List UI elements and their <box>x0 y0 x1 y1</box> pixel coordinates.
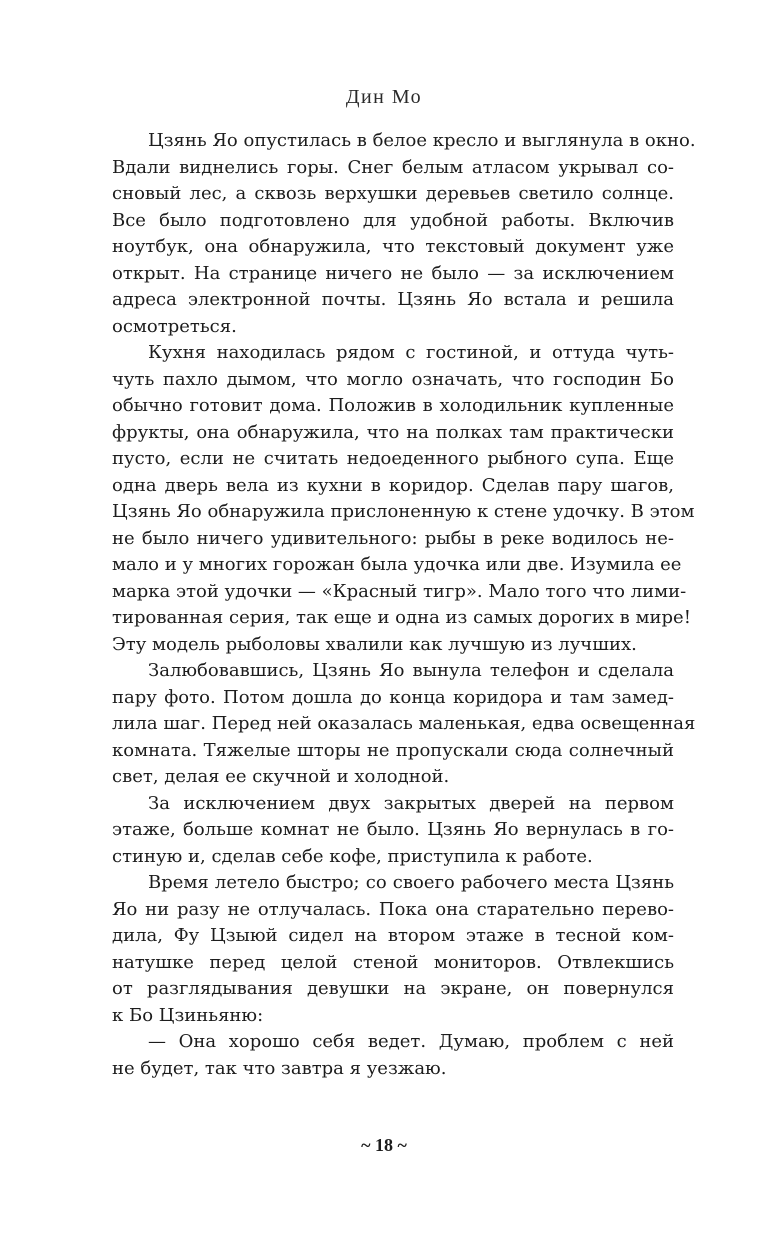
text-line: марка этой удочки — «Красный тигр». Мало того что лими- <box>112 580 687 602</box>
running-head: Дин Мо <box>345 86 423 108</box>
text-line: Время летело быстро; со своего рабочего места Цзянь <box>148 872 674 893</box>
text-line: лила шаг. Перед ней оказалась маленькая, едва освещенная <box>112 713 696 734</box>
text-line: тированная серия, так еще и одна из самых дорогих в мире! <box>112 607 691 628</box>
text-line: Все было подготовлено для удобной работы. Включив <box>112 209 674 231</box>
text-line: фрукты, она обнаружила, что на полках там практически <box>112 421 674 443</box>
text-line: адреса электронной почты. Цзянь Яо встала и решила <box>112 289 674 310</box>
text-line: Цзянь Яо обнаружила прислоненную к стене удочку. В этом <box>112 501 695 522</box>
text-line: За исключением двух закрытых дверей на первом <box>148 792 674 814</box>
text-line: не будет, так что завтра я уезжаю. <box>112 1057 447 1079</box>
text-line: дила, Фу Цзыюй сидел на втором этаже в тесной ком- <box>112 925 674 946</box>
text-line: свет, делая ее скучной и холодной. <box>112 766 450 787</box>
text-line: к Бо Цзиньяню: <box>112 1004 264 1026</box>
text-line: этаже, больше комнат не было. Цзянь Яо вернулась в го- <box>112 819 674 840</box>
text-line: — Она хорошо себя ведет. Думаю, проблем с ней <box>148 1031 674 1052</box>
page-number: ~ 18 ~ <box>361 1135 407 1155</box>
text-line: стиную и, сделав себе кофе, приступила к работе. <box>112 845 593 867</box>
text-line: обычно готовит дома. Положив в холодильник купленные <box>112 395 674 416</box>
text-line: Яо ни разу не отлучалась. Пока она старательно перево- <box>112 898 674 920</box>
text-line: ноутбук, она обнаружила, что текстовый документ уже <box>112 236 674 257</box>
text-line: Цзянь Яо опустилась в белое кресло и выглянула в окно. <box>148 130 696 151</box>
text-line: натушке перед целой стеной мониторов. Отвлекшись <box>112 951 674 973</box>
text-line: пару фото. Потом дошла до конца коридора и там замед- <box>112 686 674 708</box>
text-line: не было ничего удивительного: рыбы в реке водилось не- <box>112 527 674 549</box>
text-line: Эту модель рыболовы хвалили как лучшую из лучших. <box>112 633 637 655</box>
text-line: от разглядывания девушки на экране, он повернулся <box>112 978 674 999</box>
text-line: чуть пахло дымом, что могло означать, что господин Бо <box>112 368 674 390</box>
body-text <box>112 128 696 1082</box>
text-line: Кухня находилась рядом с гостиной, и оттуда чуть- <box>148 342 674 363</box>
text-line: одна дверь вела из кухни в коридор. Сделав пару шагов, <box>112 474 674 496</box>
text-line: Залюбовавшись, Цзянь Яо вынула телефон и сделала <box>148 660 674 681</box>
text-line: сновый лес, а сквозь верхушки деревьев светило солнце. <box>112 183 674 204</box>
text-line: мало и у многих горожан была удочка или две. Изумила ее <box>112 554 682 575</box>
text-line: Вдали виднелись горы. Снег белым атласом укрывал со- <box>112 156 674 178</box>
text-line: осмотреться. <box>112 315 237 337</box>
text-line: комната. Тяжелые шторы не пропускали сюда солнечный <box>112 739 674 761</box>
text-line: пусто, если не считать недоеденного рыбного супа. Еще <box>112 448 674 469</box>
text-line: открыт. На странице ничего не было — за исключением <box>112 262 674 284</box>
